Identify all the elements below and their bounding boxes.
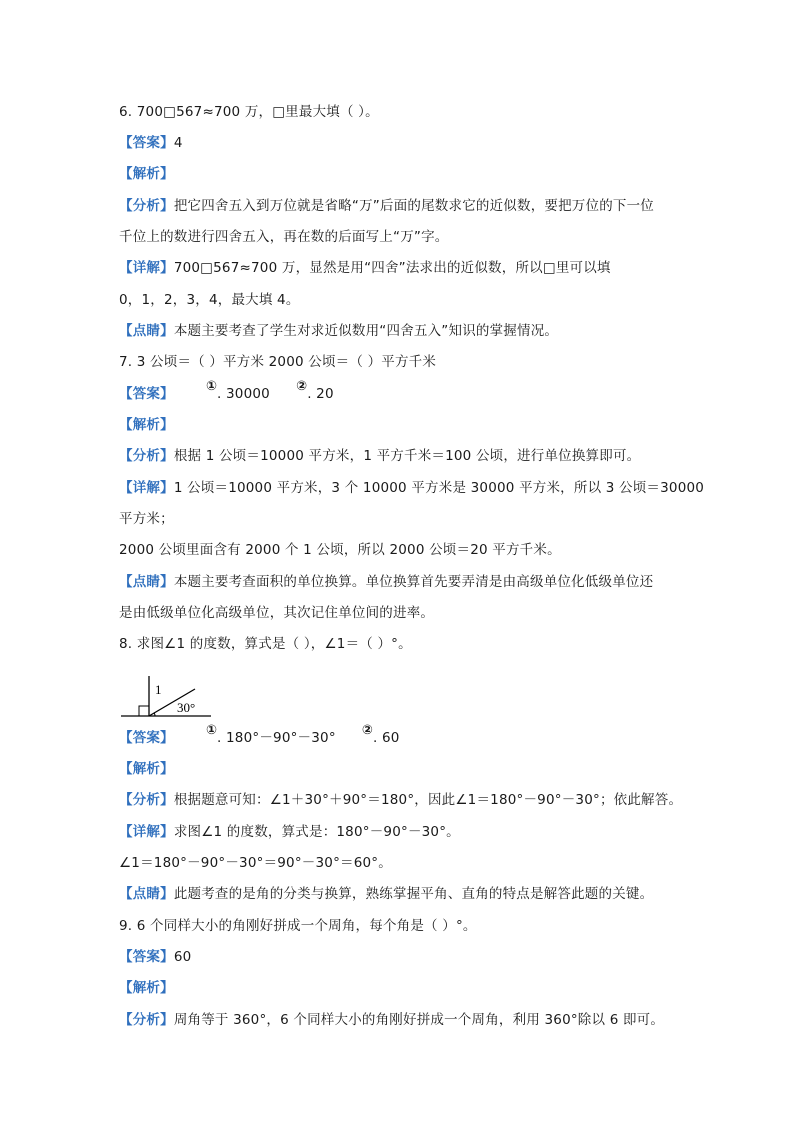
q8-jiexi: 【解析】 bbox=[119, 761, 174, 777]
q9-answer bbox=[119, 947, 191, 967]
circle-2-icon: ② bbox=[361, 723, 374, 738]
circle-2-icon: ② bbox=[295, 379, 308, 394]
q6-jiexi: 【解析】 bbox=[119, 166, 174, 182]
fenxi-text: 把它四舍五入到万位就是省略“万”后面的尾数求它的近似数，要把万位的下一位 bbox=[173, 198, 654, 214]
q7-question: 7. 3 公顷＝（ ）平方米 2000 公顷＝（ ）平方千米 bbox=[119, 354, 437, 370]
dianjing-text: 此题考查的是角的分类与换算，熟练掌握平角、直角的特点是解答此题的关键。 bbox=[173, 886, 654, 902]
answer-2: . 20 bbox=[307, 386, 334, 402]
q7-dianjing bbox=[119, 572, 653, 592]
q9-question: 9. 6 个同样大小的角刚好拼成一个周角，每个角是（ ）°。 bbox=[119, 918, 477, 934]
fenxi-text: 根据 1 公顷＝10000 平方米，1 平方千米＝100 公顷，进行单位换算即可。 bbox=[173, 448, 641, 464]
dianjing-tag: 【点睛】 bbox=[119, 886, 174, 902]
dianjing-text: 本题主要考查了学生对求近似数用“四舍五入”知识的掌握情况。 bbox=[173, 323, 559, 339]
xiangjie-tag: 【详解】 bbox=[119, 480, 174, 496]
q9-jiexi: 【解析】 bbox=[119, 980, 174, 996]
fenxi-text: 根据题意可知：∠1＋30°＋90°＝180°，因此∠1＝180°－90°－30°；依此解答。 bbox=[173, 792, 683, 808]
angle-label-1: 1 bbox=[155, 682, 162, 697]
q7-fenxi bbox=[119, 446, 640, 466]
dianjing-tag: 【点睛】 bbox=[119, 323, 174, 339]
q6-xiangjie-cont: 0，1，2，3，4，最大填 4。 bbox=[119, 292, 300, 308]
xiangjie-text: 700□567≈700 万，显然是用“四舍”法求出的近似数，所以□里可以填 bbox=[173, 260, 611, 276]
right-angle-mark bbox=[139, 706, 149, 716]
circle-1-icon: ① bbox=[205, 379, 218, 394]
answer-2: . 60 bbox=[373, 730, 400, 746]
answer-value: 60 bbox=[173, 949, 192, 965]
dianjing-text: 本题主要考查面积的单位换算。单位换算首先要弄清是由高级单位化低级单位还 bbox=[173, 574, 654, 590]
answer-tag: 【答案】 bbox=[119, 730, 174, 746]
q6-fenxi-cont: 千位上的数进行四舍五入，再在数的后面写上“万”字。 bbox=[119, 229, 449, 245]
answer-value: 4 bbox=[173, 135, 183, 151]
fenxi-text: 周角等于 360°，6 个同样大小的角刚好拼成一个周角，利用 360°除以 6 即可。 bbox=[173, 1012, 665, 1028]
q6-fenxi bbox=[119, 196, 654, 216]
q8-xiangjie-cont: ∠1＝180°－90°－30°＝90°－30°＝60°。 bbox=[119, 855, 392, 871]
q8-xiangjie bbox=[119, 822, 460, 842]
circle-1-icon: ① bbox=[205, 723, 218, 738]
q8-answer bbox=[119, 723, 400, 749]
q6-question: 6. 700□567≈700 万，□里最大填（ ）。 bbox=[119, 104, 379, 120]
q9-fenxi bbox=[119, 1010, 664, 1030]
fenxi-tag: 【分析】 bbox=[119, 792, 174, 808]
dianjing-tag: 【点睛】 bbox=[119, 574, 174, 590]
q6-xiangjie bbox=[119, 258, 611, 278]
answer-tag: 【答案】 bbox=[119, 949, 174, 965]
xiangjie-tag: 【详解】 bbox=[119, 260, 174, 276]
q7-jiexi: 【解析】 bbox=[119, 417, 174, 433]
angle-figure bbox=[119, 672, 219, 720]
answer-1: . 30000 bbox=[217, 386, 270, 402]
xiangjie-tag: 【详解】 bbox=[119, 824, 174, 840]
answer-tag: 【答案】 bbox=[119, 386, 174, 402]
q8-fenxi bbox=[119, 790, 682, 810]
q7-answer bbox=[119, 379, 334, 405]
q8-dianjing bbox=[119, 884, 653, 904]
answer-tag: 【答案】 bbox=[119, 135, 174, 151]
q7-dianjing-cont: 是由低级单位化高级单位，其次记住单位间的进率。 bbox=[119, 605, 435, 621]
xiangjie-text: 求图∠1 的度数，算式是：180°－90°－30°。 bbox=[173, 824, 460, 840]
fenxi-tag: 【分析】 bbox=[119, 1012, 174, 1028]
q8-question: 8. 求图∠1 的度数，算式是（ ），∠1＝（ ）°。 bbox=[119, 636, 412, 652]
q7-xiangjie-cont2: 2000 公顷里面含有 2000 个 1 公顷，所以 2000 公顷＝20 平方千米。 bbox=[119, 542, 561, 558]
angle-label-30: 30° bbox=[177, 700, 196, 715]
xiangjie-text: 1 公顷＝10000 平方米，3 个 10000 平方米是 30000 平方米，所以 3 公顷＝30000 bbox=[173, 480, 705, 496]
q7-xiangjie-cont: 平方米； bbox=[119, 511, 174, 527]
answer-1: . 180°－90°－30° bbox=[217, 730, 336, 746]
q6-dianjing bbox=[119, 321, 558, 341]
fenxi-tag: 【分析】 bbox=[119, 198, 174, 214]
q6-answer bbox=[119, 133, 183, 153]
fenxi-tag: 【分析】 bbox=[119, 448, 174, 464]
q7-xiangjie bbox=[119, 478, 704, 498]
